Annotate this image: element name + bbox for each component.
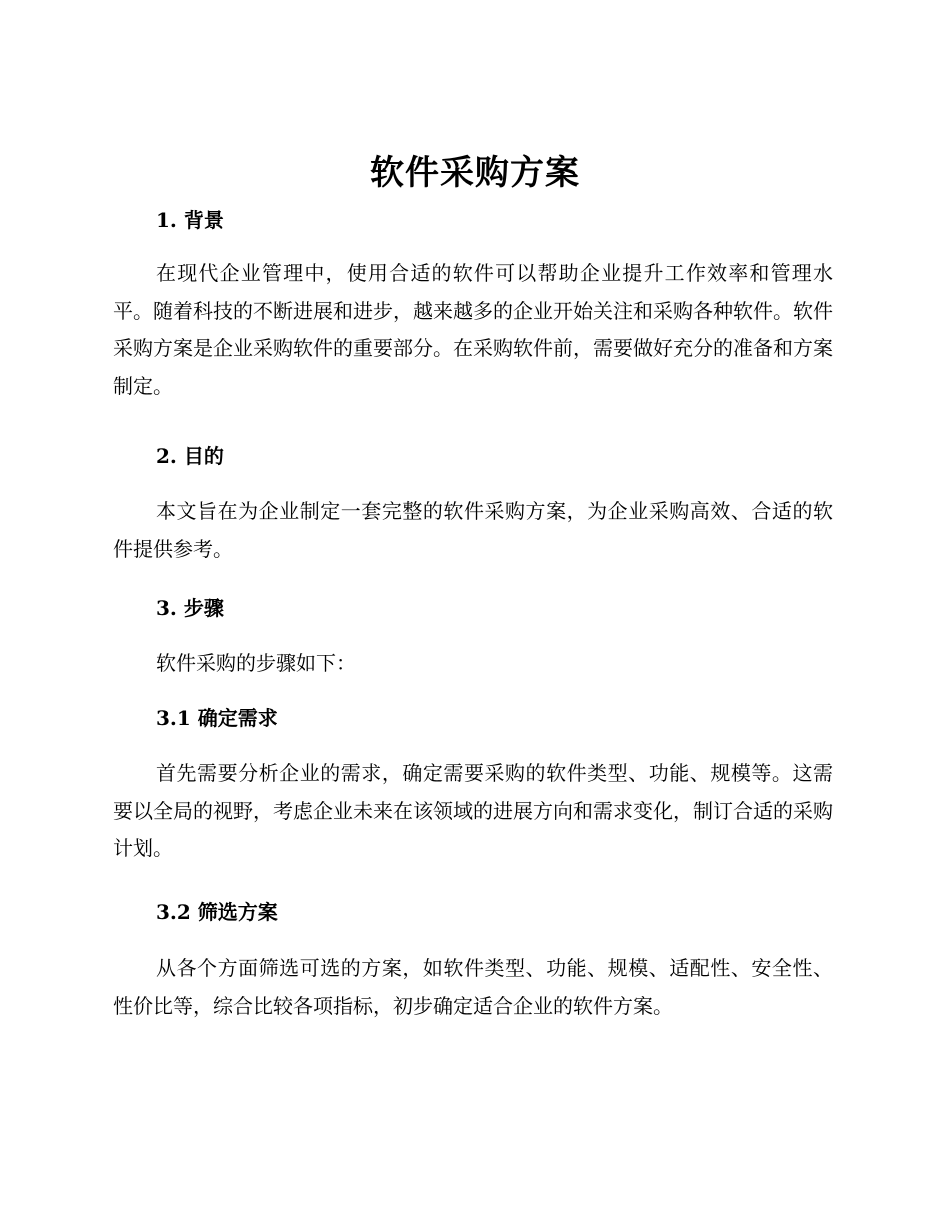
section-body-screen-options: 从各个方面筛选可选的方案，如软件类型、功能、规模、适配性、安全性、性价比等，综合比较各项指标，初步确定适合企业的软件方案。 bbox=[113, 956, 833, 1018]
document-title: 软件采购方案 bbox=[370, 153, 580, 193]
section-heading-steps: 3. 步骤 bbox=[156, 596, 224, 620]
section-heading-purpose: 2. 目的 bbox=[156, 444, 224, 468]
section-body-steps: 软件采购的步骤如下： bbox=[156, 651, 356, 675]
section-heading-background: 1. 背景 bbox=[156, 208, 224, 232]
section-heading-screen-options: 3.2 筛选方案 bbox=[156, 900, 278, 924]
section-heading-determine-needs: 3.1 确定需求 bbox=[156, 706, 278, 730]
section-body-background: 在现代企业管理中，使用合适的软件可以帮助企业提升工作效率和管理水平。随着科技的不断进展和进步，越来越多的企业开始关注和采购各种软件。软件采购方案是企业采购软件的重要部分。在采购软件前，需要做好充分的准备和方案制定。 bbox=[113, 261, 833, 398]
section-body-determine-needs: 首先需要分析企业的需求，确定需要采购的软件类型、功能、规模等。这需要以全局的视野，考虑企业未来在该领域的进展方向和需求变化，制订合适的采购计划。 bbox=[113, 761, 833, 860]
section-body-purpose: 本文旨在为企业制定一套完整的软件采购方案，为企业采购高效、合适的软件提供参考。 bbox=[113, 499, 833, 561]
